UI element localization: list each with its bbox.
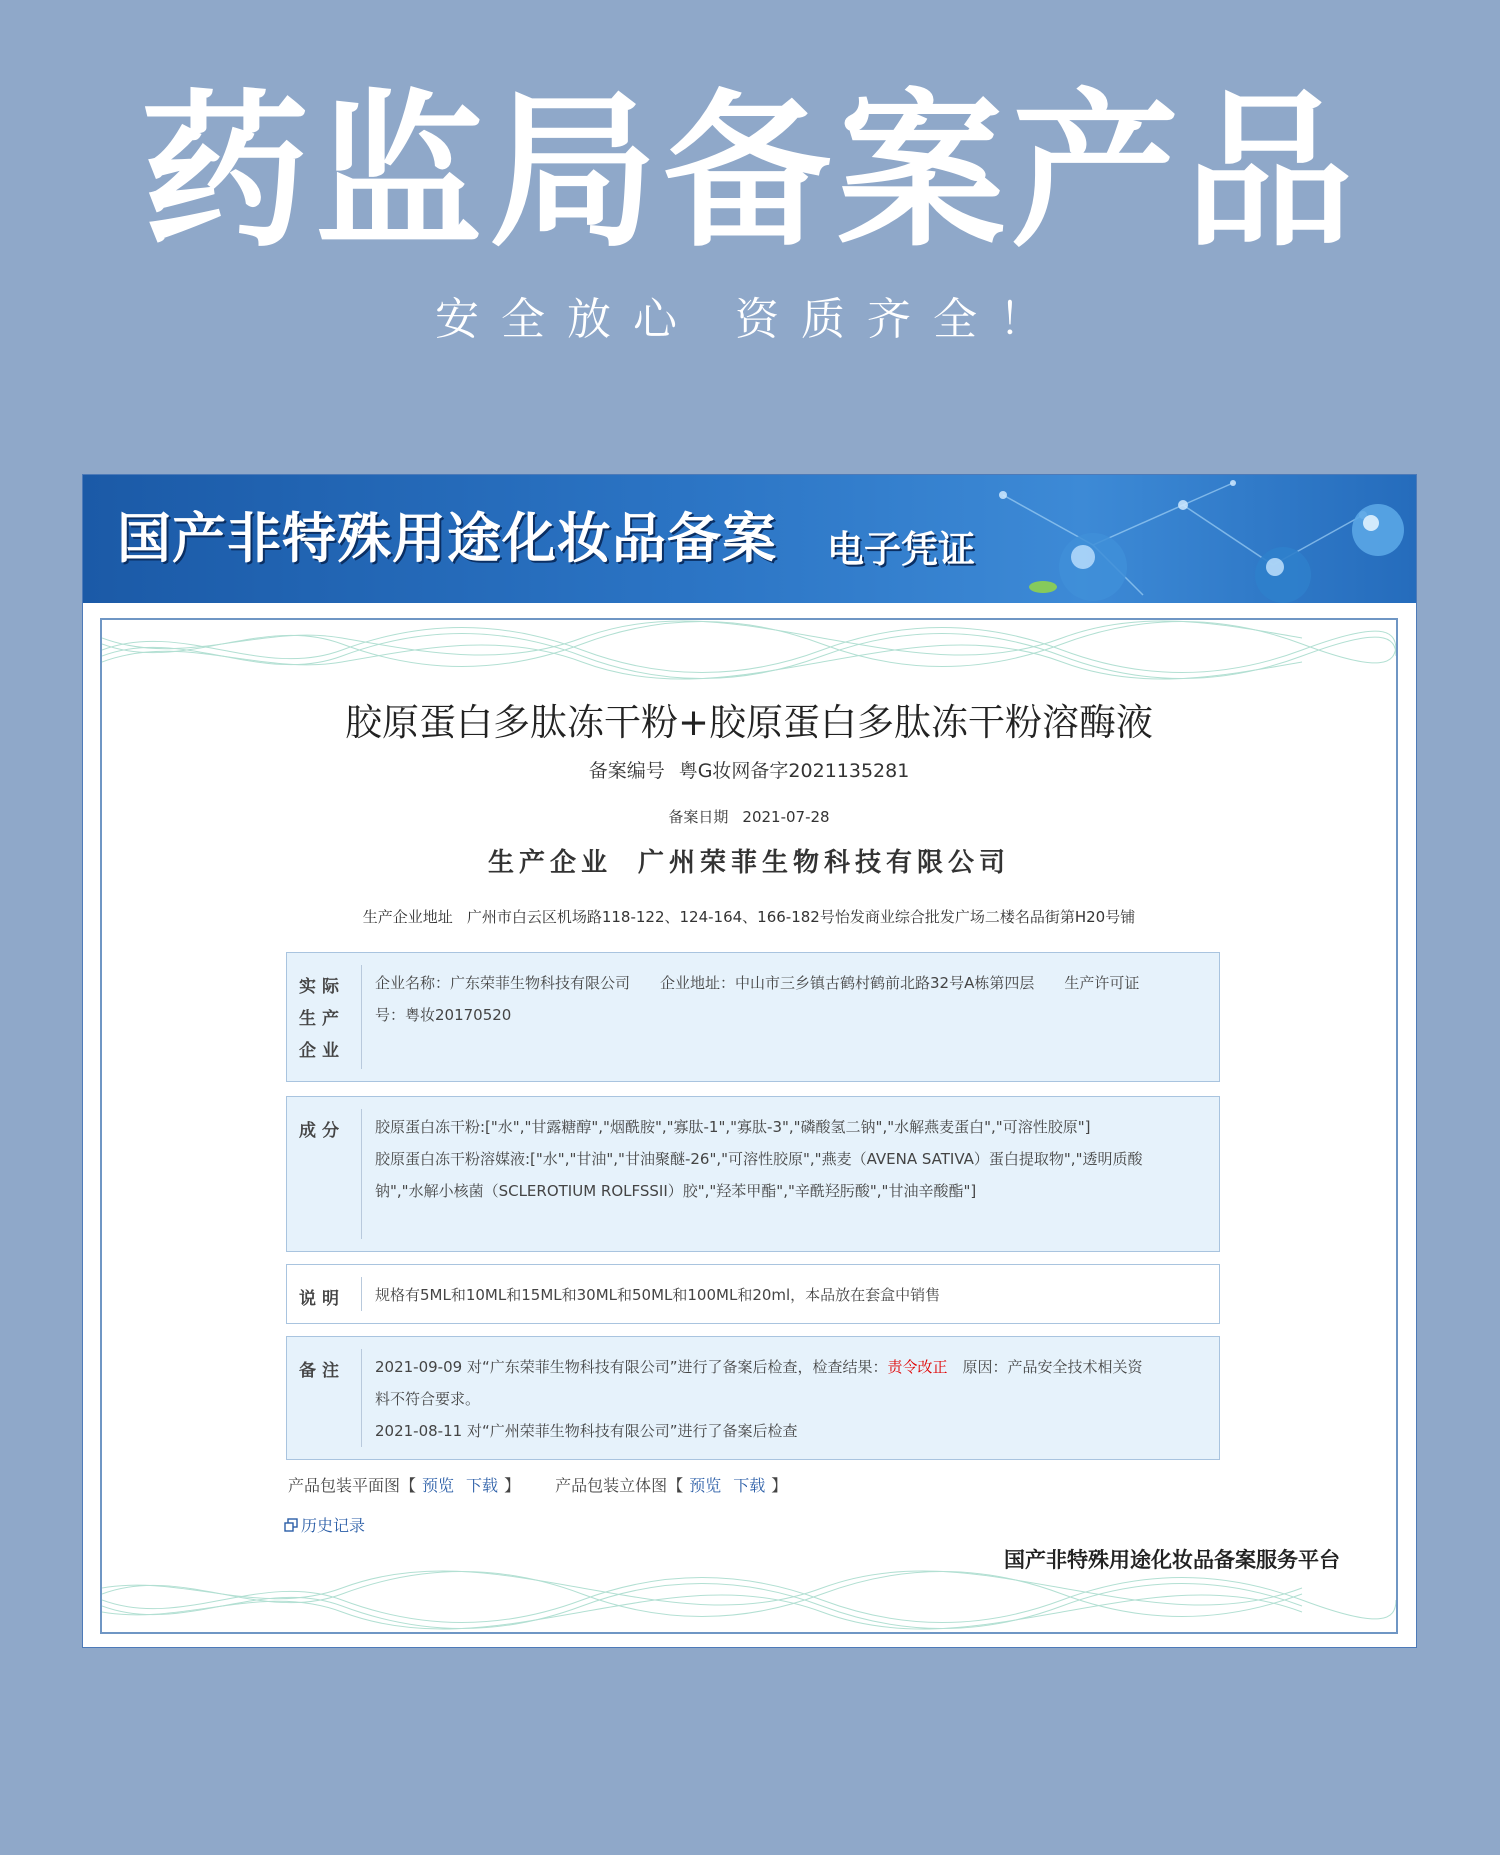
molecule-graphic — [983, 475, 1416, 603]
guilloche-border-top — [102, 620, 1396, 682]
flat-download-link[interactable]: 下载 — [466, 1476, 499, 1495]
manufacturer-address-value: 广州市白云区机场路118-122、124-164、166-182号怡发商业综合批发广场二楼名品街第H20号铺 — [466, 908, 1136, 926]
manufacturer — [102, 850, 1396, 876]
certificate-panel — [82, 474, 1417, 1648]
actual-manufacturer-line: 号：粤妆20170520 — [375, 1006, 512, 1024]
box-divider — [361, 1349, 362, 1447]
remarks-text-part: 2021-09-09 对“广东荣菲生物科技有限公司”进行了备案后检查，检查结果： — [375, 1358, 888, 1376]
guilloche-border-bottom — [102, 1570, 1396, 1632]
registration-date-label: 备案日期 — [668, 808, 729, 826]
package-stereo-label: 产品包装立体图 — [555, 1476, 668, 1495]
notes-box — [286, 1264, 1220, 1324]
bracket: 【 — [667, 1476, 684, 1495]
stereo-preview-link[interactable]: 预览 — [689, 1476, 722, 1495]
box-divider — [361, 965, 362, 1069]
ingredients-line: 胶原蛋白冻干粉:["水","甘露糖醇","烟酰胺","寡肽-1","寡肽-3","磷酸氢二钠","水解燕麦蛋白","可溶性胶原"] — [375, 1118, 1091, 1136]
manufacturer-value: 广州荣菲生物科技有限公司 — [638, 848, 1011, 878]
banner-subtitle: 电子凭证 — [827, 527, 975, 571]
certificate-body — [100, 618, 1398, 1634]
actual-manufacturer-text — [375, 967, 1201, 1031]
product-name: 胶原蛋白多肽冻干粉+胶原蛋白多肽冻干粉溶酶液 — [344, 701, 1153, 744]
certificate-banner — [83, 475, 1416, 603]
box-divider — [361, 1109, 362, 1239]
registration-number-value: 粤G妆网备字2021135281 — [678, 760, 910, 782]
package-stereo-group — [555, 1476, 787, 1495]
bracket: 【 — [400, 1476, 417, 1495]
stereo-download-link[interactable]: 下载 — [733, 1476, 766, 1495]
package-flat-group — [288, 1476, 525, 1495]
manufacturer-label: 生产企业 — [487, 848, 612, 878]
inspection-result: 责令改正 — [887, 1358, 948, 1376]
ingredients-text — [375, 1111, 1201, 1207]
manufacturer-address-label: 生产企业地址 — [362, 908, 453, 926]
history-icon — [284, 1518, 298, 1532]
manufacturer-address — [102, 910, 1396, 925]
actual-manufacturer-box — [286, 952, 1220, 1082]
registration-number-label: 备案编号 — [588, 760, 665, 782]
package-images — [288, 1478, 787, 1494]
hero-title: 药监局备案产品 — [141, 74, 1359, 270]
actual-manufacturer-line: 企业名称：广东荣菲生物科技有限公司 企业地址：中山市三乡镇古鹤村鹤前北路32号A栋第四层 生产许可证 — [375, 974, 1140, 992]
package-flat-label: 产品包装平面图 — [288, 1476, 401, 1495]
box-divider — [361, 1277, 362, 1311]
remarks-text — [375, 1351, 1201, 1447]
ingredients-box — [286, 1096, 1220, 1252]
history-link[interactable] — [284, 1518, 365, 1534]
ingredients-label: 成分 — [299, 1121, 345, 1141]
remarks-line: 2021-08-11 对“广州荣菲生物科技有限公司”进行了备案后检查 — [375, 1422, 798, 1440]
remarks-text-part: 原因：产品安全技术相关资 — [962, 1358, 1143, 1376]
actual-manufacturer-label: 实际生产企业 — [299, 977, 345, 1061]
ingredients-line: 胶原蛋白冻干粉溶媒液:["水","甘油","甘油聚醚-26","可溶性胶原","燕麦（AVENA SATIVA）蛋白提取物","透明质酸 — [375, 1150, 1143, 1168]
bracket: 】 — [504, 1476, 521, 1495]
bracket: 】 — [771, 1476, 788, 1495]
banner-title: 国产非特殊用途化妆品备案 — [117, 506, 777, 570]
registration-number — [102, 762, 1396, 781]
remarks-label: 备注 — [299, 1361, 345, 1381]
remarks-box — [286, 1336, 1220, 1460]
notes-label: 说明 — [299, 1289, 345, 1309]
remarks-line — [375, 1351, 1201, 1383]
flat-preview-link[interactable]: 预览 — [422, 1476, 455, 1495]
ingredients-line: 钠","水解小核菌（SCLEROTIUM ROLFSSII）胶","羟苯甲酯","辛酰羟肟酸","甘油辛酸酯"] — [375, 1182, 977, 1200]
registration-date — [102, 810, 1396, 825]
platform-name: 国产非特殊用途化妆品备案服务平台 — [1004, 1548, 1340, 1572]
remarks-line: 料不符合要求。 — [375, 1390, 481, 1408]
history-label: 历史记录 — [301, 1516, 366, 1535]
hero-subtitle: 安全放心 资质齐全！ — [435, 294, 1065, 345]
notes-text: 规格有5ML和10ML和15ML和30ML和50ML和100ML和20ml，本品放在套盒中销售 — [375, 1286, 941, 1304]
registration-date-value: 2021-07-28 — [742, 808, 830, 826]
